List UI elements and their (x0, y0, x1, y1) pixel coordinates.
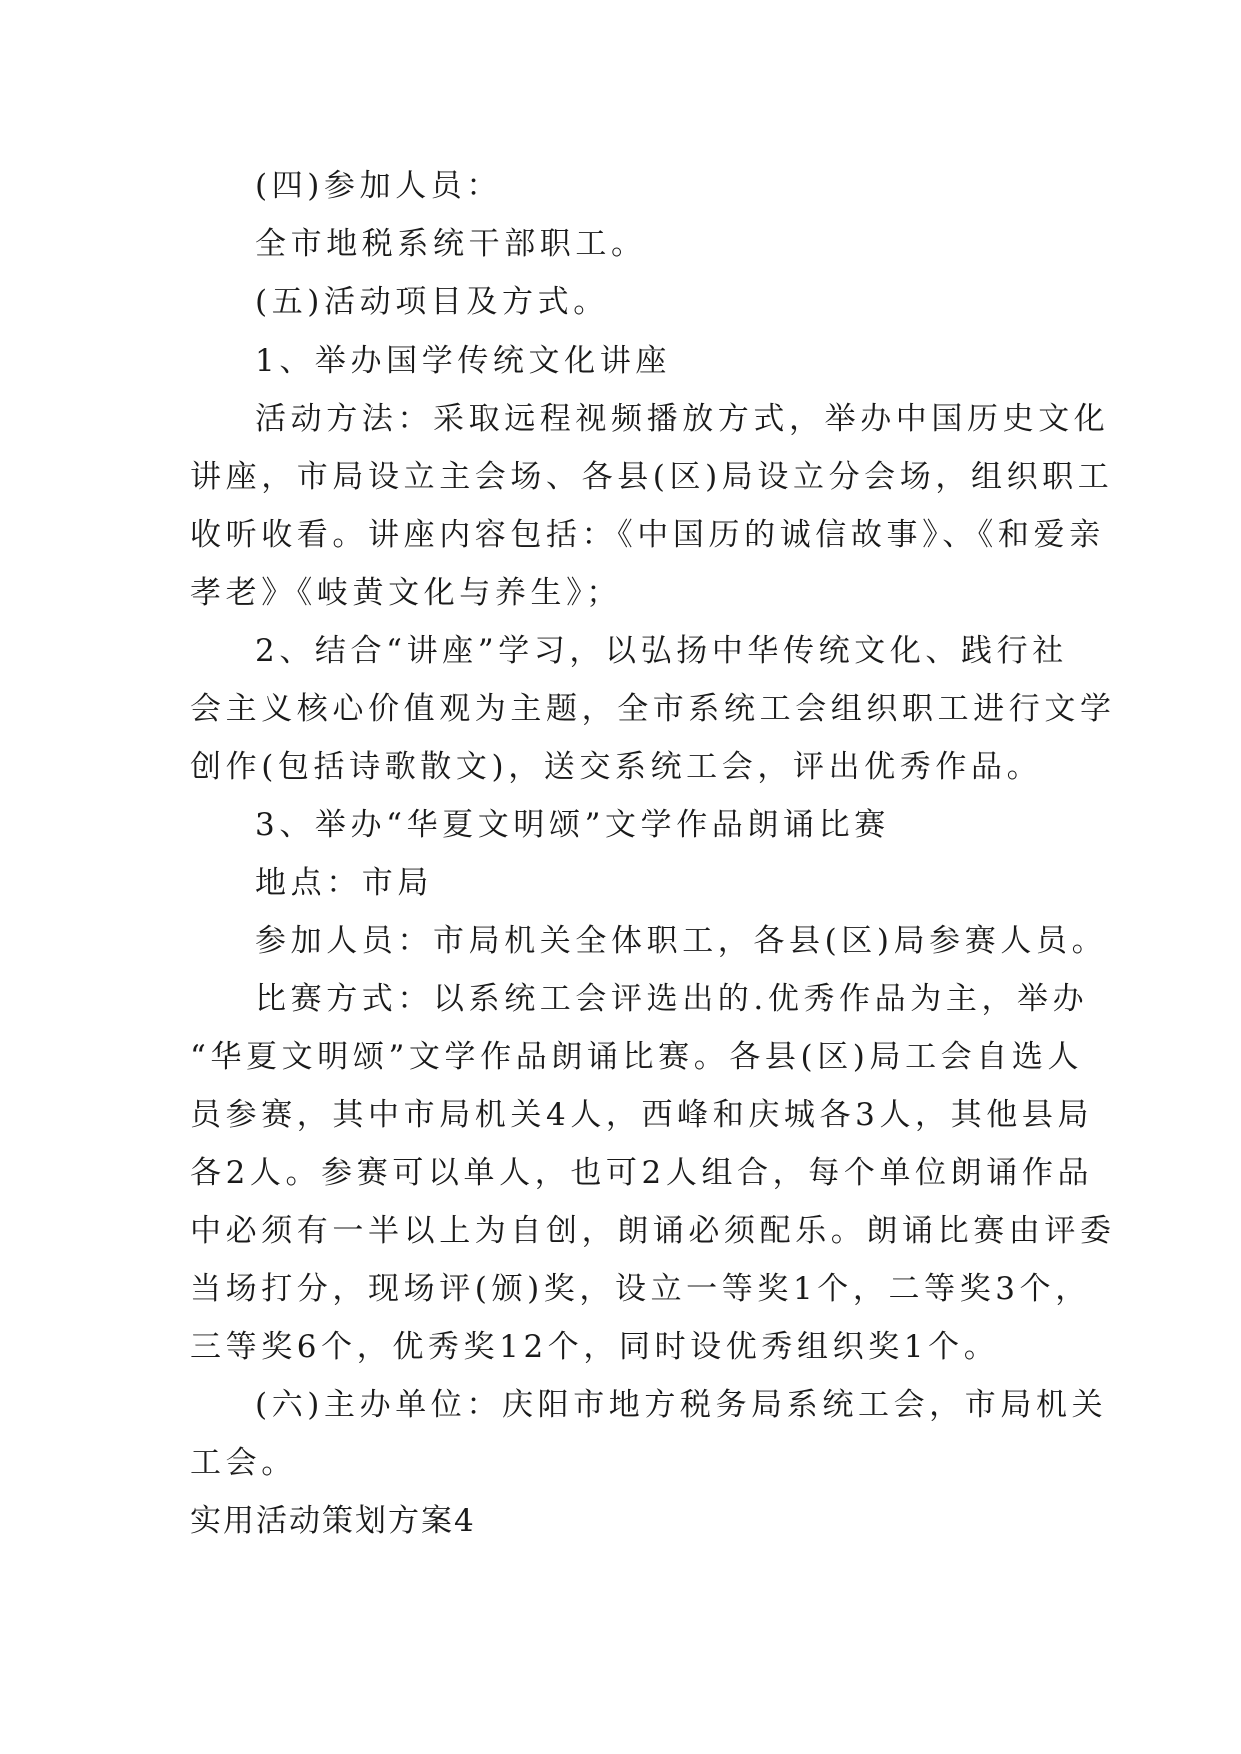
paragraph-line: 会主义核心价值观为主题，全市系统工会组织职工进行文学 (190, 691, 1116, 727)
location-line: 地点：市局 (255, 865, 433, 901)
item-one-heading: 1、举办国学传统文化讲座 (255, 343, 671, 379)
paragraph-line: 员参赛，其中市局机关4人，西峰和庆城各3人，其他县局 (190, 1097, 1094, 1133)
section-five-heading: (五)活动项目及方式。 (255, 284, 609, 320)
paragraph-line: 各2人。参赛可以单人，也可2人组合，每个单位朗诵作品 (190, 1155, 1094, 1191)
participants-line: 参加人员：市局机关全体职工，各县(区)局参赛人员。 (255, 923, 1108, 959)
paragraph-line: 工会。 (190, 1445, 297, 1481)
paragraph-line: 三等奖6个，优秀奖12个，同时设优秀组织奖1个。 (190, 1329, 1000, 1365)
paragraph-line: 中必须有一半以上为自创，朗诵必须配乐。朗诵比赛由评委 (190, 1213, 1116, 1249)
next-section-title: 实用活动策划方案4 (190, 1503, 476, 1539)
item-two-line: 2、结合“讲座”学习，以弘扬中华传统文化、践行社 (255, 633, 1068, 669)
paragraph-line: 活动方法：采取远程视频播放方式，举办中国历史文化 (255, 401, 1110, 437)
paragraph-line: 讲座，市局设立主会场、各县(区)局设立分会场，组织职工 (190, 459, 1114, 495)
paragraph-line: 当场打分，现场评(颁)奖，设立一等奖1个，二等奖3个， (190, 1271, 1091, 1307)
participants-text: 全市地税系统干部职工。 (255, 226, 647, 262)
section-six-heading: (六)主办单位：庆阳市地方税务局系统工会，市局机关 (255, 1387, 1108, 1423)
competition-method-line: 比赛方式：以系统工会评选出的.优秀作品为主，举办 (255, 981, 1089, 1017)
paragraph-line: 孝老》《岐黄文化与养生》； (190, 575, 622, 611)
section-four-heading: (四)参加人员： (255, 168, 502, 204)
paragraph-line: 创作(包括诗歌散文)，送交系统工会，评出优秀作品。 (190, 749, 1043, 785)
paragraph-line: “华夏文明颂”文学作品朗诵比赛。各县(区)局工会自选人 (190, 1039, 1084, 1075)
paragraph-line: 收听收看。讲座内容包括：《中国历的诚信故事》、《和爱亲 (190, 517, 1105, 553)
item-three-heading: 3、举办“华夏文明颂”文学作品朗诵比赛 (255, 807, 890, 843)
